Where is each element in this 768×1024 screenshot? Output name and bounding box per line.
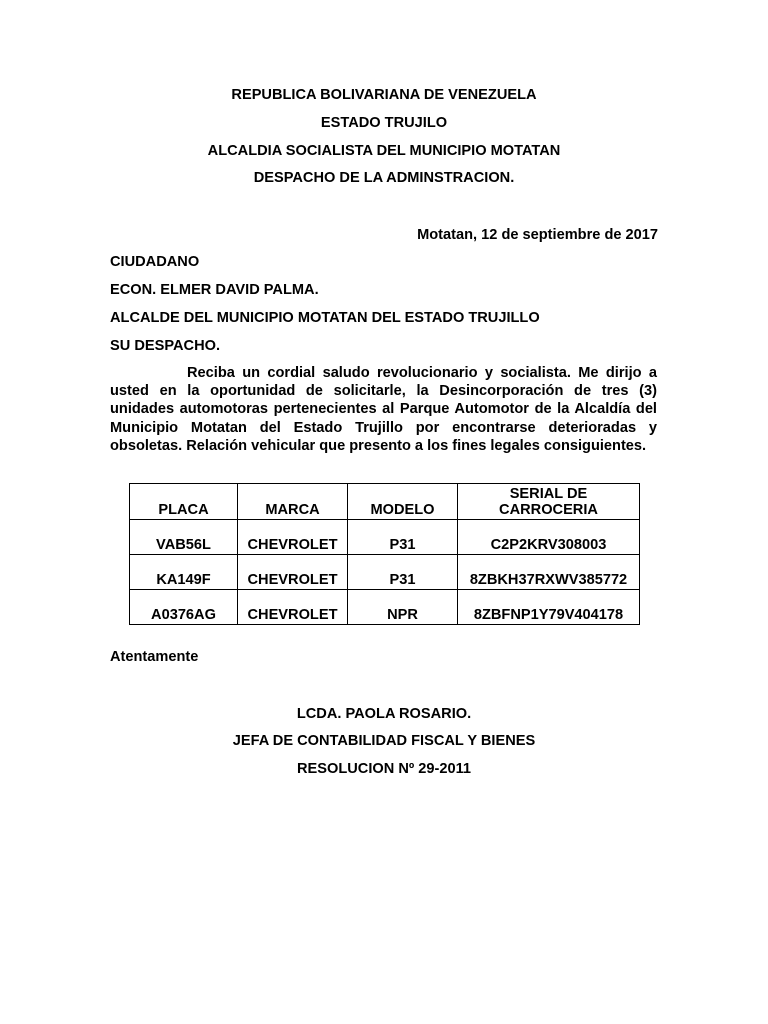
cell-modelo: NPR (348, 590, 458, 625)
letter-date: Motatan, 12 de septiembre de 2017 (417, 227, 658, 243)
header-placa: PLACA (130, 484, 238, 520)
header-serial-line2: CARROCERIA (499, 502, 598, 518)
cell-marca: CHEVROLET (238, 520, 348, 555)
cell-marca: CHEVROLET (238, 590, 348, 625)
recipient-position: ALCALDE DEL MUNICIPIO MOTATAN DEL ESTADO TRUJILLO (110, 310, 540, 326)
header-country: REPUBLICA BOLIVARIANA DE VENEZUELA (231, 87, 537, 103)
vehicle-table (129, 483, 640, 625)
closing-text: Atentamente (110, 649, 199, 665)
cell-placa: VAB56L (130, 520, 238, 555)
table-row (130, 590, 640, 625)
header-marca: MARCA (238, 484, 348, 520)
recipient-name: ECON. ELMER DAVID PALMA. (110, 282, 319, 298)
table-header-row (130, 484, 640, 520)
cell-marca: CHEVROLET (238, 555, 348, 590)
header-serial-line1: SERIAL DE (509, 486, 588, 502)
cell-modelo: P31 (348, 555, 458, 590)
recipient-office: SU DESPACHO. (110, 338, 221, 354)
cell-placa: KA149F (130, 555, 238, 590)
header-office: DESPACHO DE LA ADMINSTRACION. (253, 170, 515, 186)
recipient-salutation: CIUDADANO (110, 254, 200, 270)
table-row (130, 520, 640, 555)
signature-resolution: RESOLUCION Nº 29-2011 (296, 761, 472, 777)
letter-body: Reciba un cordial saludo revolucionario y socialista. Me dirijo a usted en la oportunidad de solicitarle, la Desincorporación de tres (3) unidades automotoras pertenecientes al Parque Automotor de la Alcaldía del Municipio Motatan del Estado Trujillo por encontrarse deterioradas y obsoletas. Relación vehicular que presento a los fines legales consiguientes. (110, 365, 657, 454)
cell-serial: C2P2KRV308003 (458, 520, 640, 555)
cell-serial: 8ZBFNP1Y79V404178 (458, 590, 640, 625)
signature-title: JEFA DE CONTABILIDAD FISCAL Y BIENES (232, 733, 536, 749)
header-modelo: MODELO (348, 484, 458, 520)
cell-placa: A0376AG (130, 590, 238, 625)
header-municipality: ALCALDIA SOCIALISTA DEL MUNICIPIO MOTATAN (207, 143, 561, 159)
signature-name: LCDA. PAOLA ROSARIO. (296, 706, 472, 722)
table-row (130, 555, 640, 590)
header-serial (458, 484, 640, 520)
cell-serial: 8ZBKH37RXWV385772 (458, 555, 640, 590)
header-state: ESTADO TRUJILO (320, 115, 448, 131)
cell-modelo: P31 (348, 520, 458, 555)
